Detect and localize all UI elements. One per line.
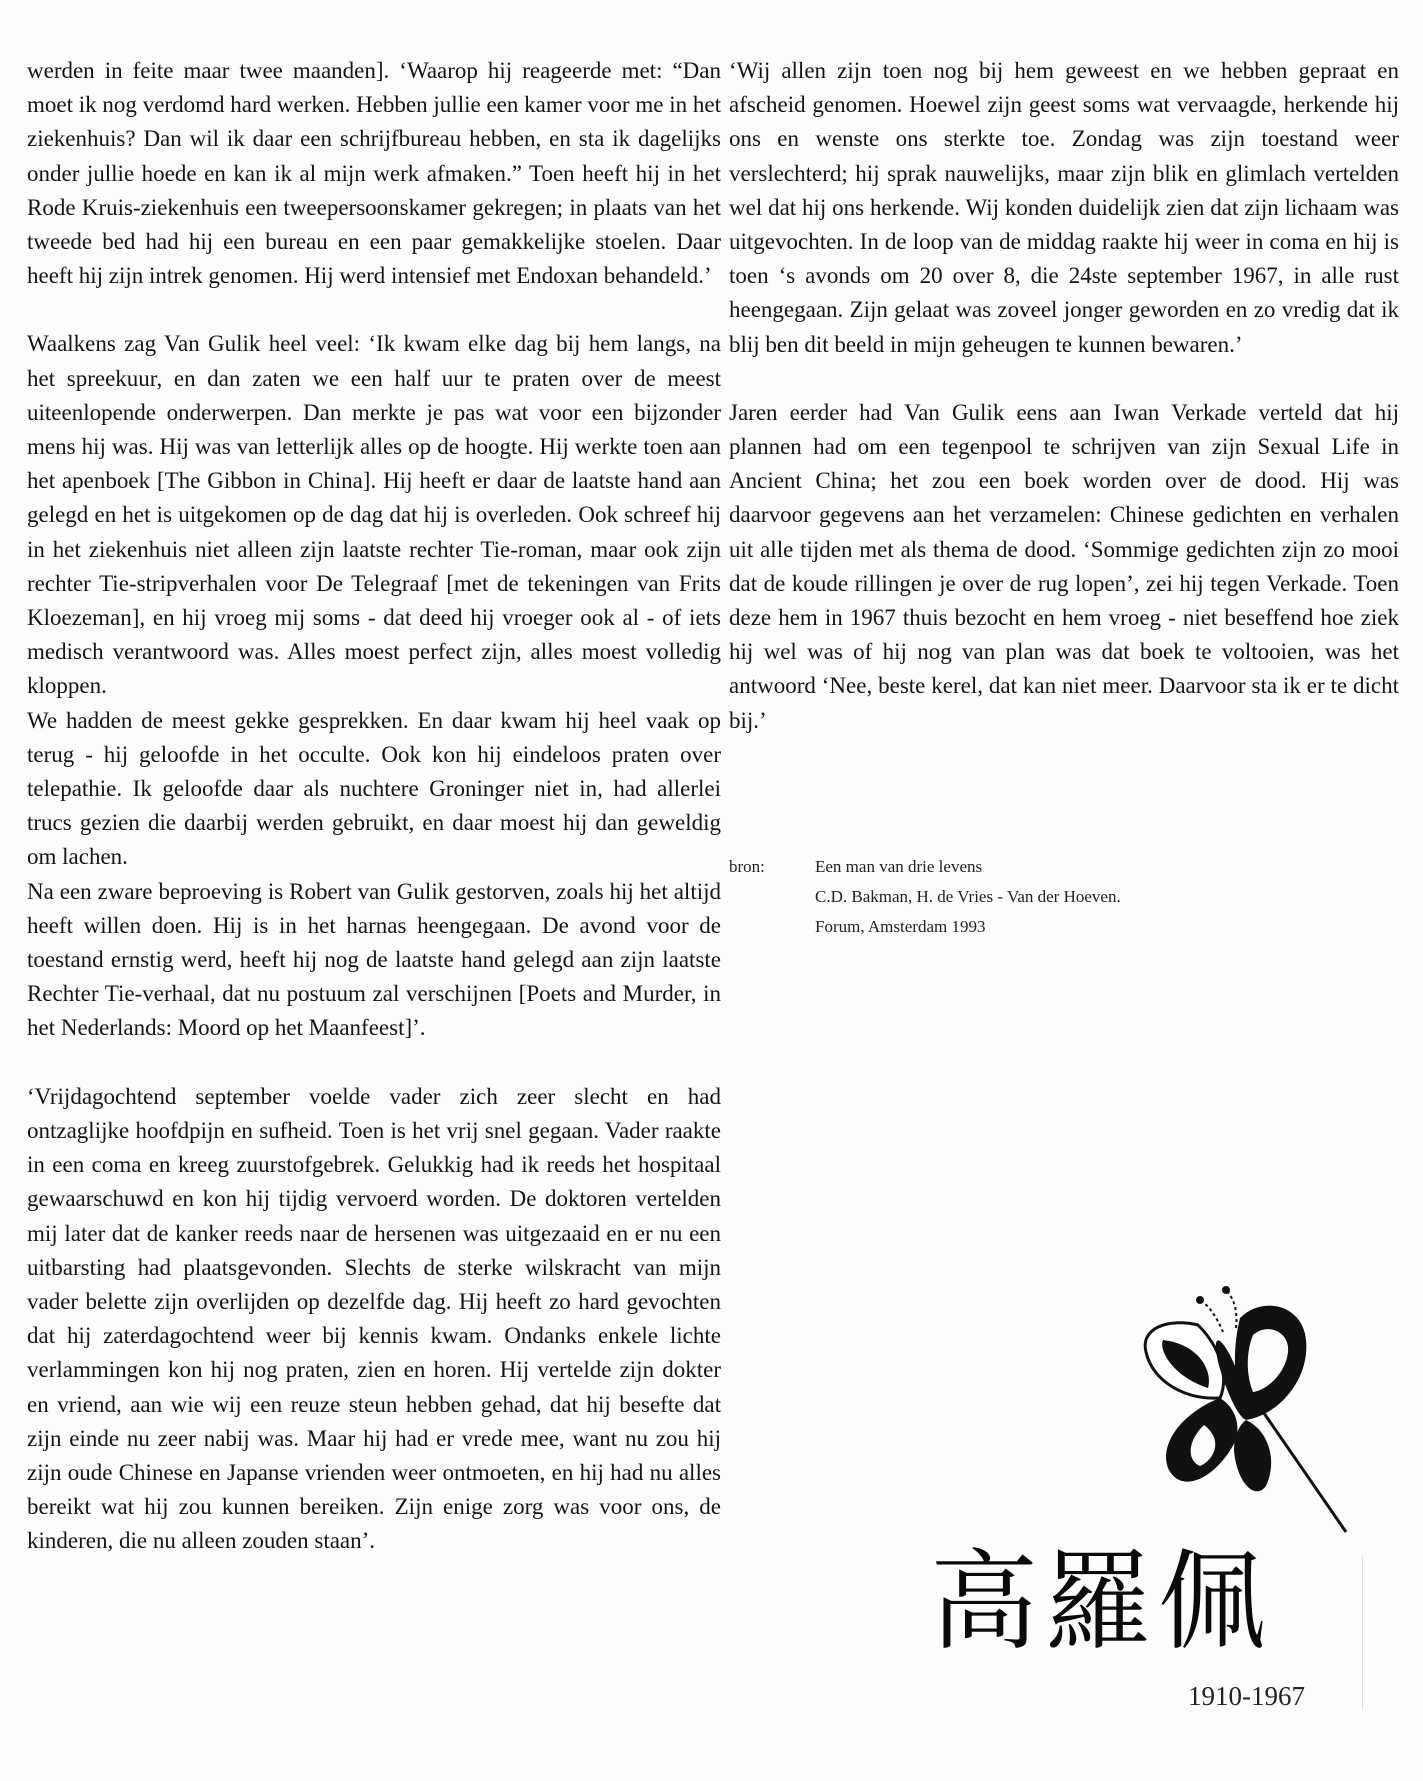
chinese-name: 高羅佩 [930,1540,1273,1665]
divider [1362,1555,1363,1710]
source-title: Een man van drie levens [815,857,983,876]
right-column [729,54,1399,738]
paragraph: Jaren eerder had Van Gulik eens aan Iwan Verkade verteld dat hij plannen had om een tegenpool te schrijven van zijn Sexual Life in Ancient China; het zou een boek worden over de dood. Hij was daarvoor gegevens aan het verzamelen: Chinese gedichten en verhalen uit alle tijden met als thema de dood. ‘Sommige gedichten zijn zo mooi dat de koude rillingen je over de rug lopen’, zei hij tegen Verkade. Toen deze hem in 1967 thuis bezocht en hem vroeg - niet beseffend hoe ziek hij wel was of hij nog van plan was dat boek te voltooien, was het antwoord ‘Nee, beste kerel, dat kan niet meer. Daarvoor sta ik er te dicht bij.’ [729,399,1399,733]
paragraph: ‘Wij allen zijn toen nog bij hem geweest en we hebben gepraat en afscheid genomen. Hoewel zijn geest soms wat vervaagde, herkende hij ons en wenste ons sterkte toe. Zondag was zijn toestand weer verslechterd; hij sprak nauwelijks, maar zijn blik en glimlach vertelden wel dat hij ons herkende. Wij konden duidelijk zien dat zijn lichaam was uitgevochten. In de loop van de middag raakte hij weer in coma en hij is toen ‘s avonds om 20 over 8, die 24ste september 1967, in alle rust heengegaan. Zijn gelaat was zoveel jonger geworden en zo vredig dat ik blij ben dit beeld in mijn geheugen te kunnen bewaren.’ [729,58,1399,357]
paragraph: Na een zware beproeving is Robert van Gulik gestorven, zoals hij het altijd heeft willen doen. Hij is in het harnas heengegaan. De avond voor de toestand ernstig werd, heeft hij nog de laatste hand gelegd aan zijn laatste Rechter Tie-verhaal, dat nu postuum zal verschijnen [Poets and Murder, in het Nederlands: Moord op het Maanfeest]’. [27,878,721,1041]
paragraph: Waalkens zag Van Gulik heel veel: ‘Ik kwam elke dag bij hem langs, na het spreekuur, en dan zaten we een half uur te praten over de meest uiteenlopende onderwerpen. Dan merkte je pas wat voor een bijzonder mens hij was. Hij was van letterlijk alles op de hoogte. Hij werkte toen aan het apenboek [The Gibbon in China]. Hij heeft er daar de laatste hand aan gelegd en het is uitgekomen op de dag dat hij is overleden. Ook schreef hij in het ziekenhuis niet alleen zijn laatste rechter Tie-roman, maar ook zijn rechter Tie-stripverhalen voor De Telegraaf [met de tekeningen van Frits Kloezeman], en hij vroeg mij soms - dat deed hij vroeger ook al - of iets medisch verantwoord was. Alles moest perfect zijn, alles moest volledig kloppen. [27,331,721,699]
source-publisher: Forum, Amsterdam 1993 [815,917,986,936]
paragraph: ‘Vrijdagochtend september voelde vader zich zeer slecht en had ontzaglijke hoofdpijn en sufheid. Toen is het vrij snel gegaan. Vader raakte in een coma en kreeg zuurstofgebrek. Gelukkig had ik reeds het hospitaal gewaarschuwd en kon hij tijdig vervoerd worden. De doktoren vertelden mij later dat de kanker reeds naar de hersenen was uitgezaaid en er nu een uitbarsting had plaatsgevonden. Slechts de sterke wilskracht van mijn vader belette zijn overlijden op dezelfde dag. Hij heeft zo hard gevochten dat hij zaterdagochtend weer bij kennis kwam. Ondanks enkele lichte verlammingen kon hij nog praten, zien en horen. Hij vertelde zijn dokter en vriend, aan wie wij een reuze steun hebben gehad, dat hij besefte dat zijn einde nu zeer nabij was. Maar hij had er vrede mee, want nu zou hij zijn oude Chinese en Japanse vrienden weer ontmoeten, en hij had nu alles bereikt wat hij zou kunnen bereiken. Zijn enige zorg was voor ons, de kinderen, die nu alleen zouden staan’. [27,1083,721,1554]
left-column [27,54,721,1559]
paragraph: We hadden de meest gekke gesprekken. En daar kwam hij heel vaak op terug - hij geloofde in het occulte. Ook kon hij eindeloos praten over telepathie. Ik geloofde daar als nuchtere Groninger niet in, had allerlei trucs gezien die daarbij werden gebruikt, en daar moest hij dan geweldig om lachen. [27,707,721,870]
source-label: bron: [729,857,765,876]
life-years: 1910-1967 [1188,1681,1305,1711]
butterfly-on-pin-icon [1128,1240,1358,1540]
source-authors: C.D. Bakman, H. de Vries - Van der Hoeven. [815,887,1121,906]
source-lines [815,852,1121,942]
paragraph: werden in feite maar twee maanden]. ‘Waarop hij reageerde met: “Dan moet ik nog verdomd hard werken. Hebben jullie een kamer voor me in het ziekenhuis? Dan wil ik daar een schrijfbureau hebben, en sta ik dagelijks onder jullie hoede en kan ik al mijn werk afmaken.” Toen heeft hij in het Rode Kruis-ziekenhuis een tweepersoonskamer gekregen; in plaats van het tweede bed had hij een bureau en een paar gemakkelijke stoelen. Daar heeft hij zijn intrek genomen. Hij werd intensief met Endoxan behandeld.’ [27,58,721,289]
